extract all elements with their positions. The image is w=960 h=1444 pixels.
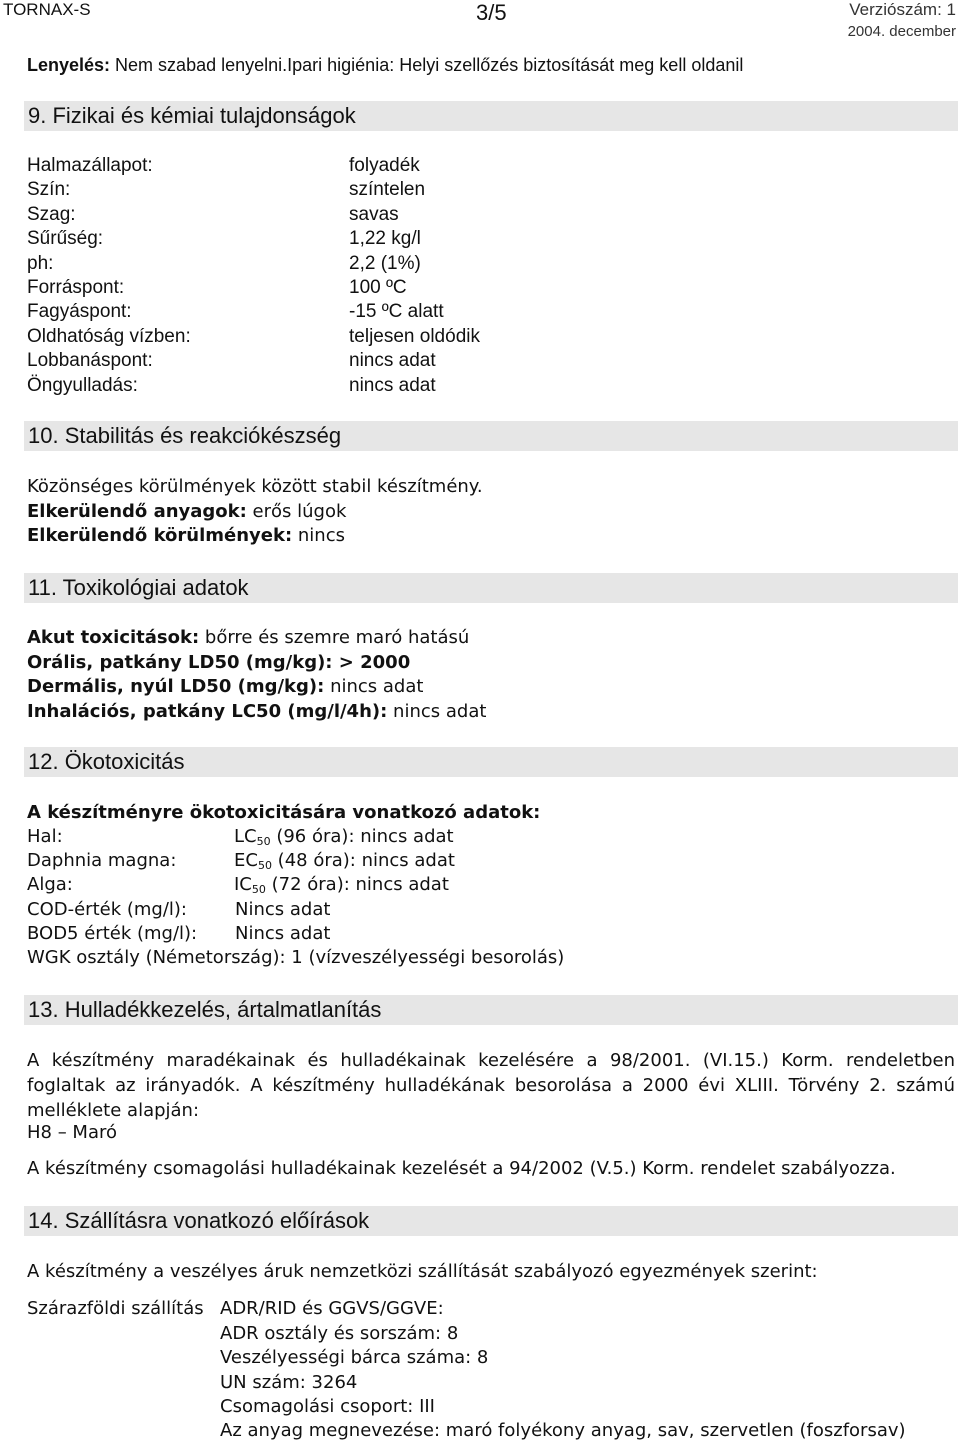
property-name: Szín: bbox=[27, 179, 71, 201]
waste-paragraph: A készítmény maradékainak és hulladékainak kezelésére a 98/2001. (VI.15.) Korm. rendeletben foglaltak az irányadók. A készítmény hulladékának besorolása a 2000 évi XLIII. Törvény 2. számú melléklete alapján: bbox=[27, 1050, 955, 1121]
property-name: Fagyáspont: bbox=[27, 301, 132, 323]
section-9-title: 9. Fizikai és kémiai tulajdonságok bbox=[24, 101, 958, 131]
transport-detail: Veszélyességi bárca száma: 8 bbox=[220, 1347, 489, 1368]
section-14-title: 14. Szállításra vonatkozó előírások bbox=[24, 1206, 958, 1236]
toxicity-label: Inhalációs, patkány LC50 (mg/l/4h): bbox=[27, 700, 388, 722]
toxicity-line bbox=[27, 651, 410, 676]
section-12-title: 12. Ökotoxicitás bbox=[24, 747, 958, 777]
ecotox-heading: A készítményre ökotoxicitására vonatkozó adatok: bbox=[27, 802, 541, 823]
ecotox-result: (72 óra): nincs adat bbox=[265, 874, 449, 896]
ecotox-metric: LC bbox=[234, 826, 257, 847]
property-value: folyadék bbox=[349, 155, 420, 176]
toxicity-line bbox=[27, 700, 486, 725]
toxicity-value: bőrre és szemre maró hatású bbox=[199, 627, 470, 648]
section-11-title: 11. Toxikológiai adatok bbox=[24, 573, 958, 603]
property-name: Oldhatóság vízben: bbox=[27, 325, 191, 347]
avoid-materials-line bbox=[27, 500, 346, 525]
ecotox-result: (48 óra): nincs adat bbox=[271, 850, 455, 872]
avoid-materials-label: Elkerülendő anyagok: bbox=[27, 500, 247, 522]
wgk-line: WGK osztály (Németország): 1 (vízveszélyességi besorolás) bbox=[27, 946, 565, 968]
ecotox-metric: IC bbox=[234, 874, 252, 896]
property-value: teljesen oldódik bbox=[349, 325, 480, 347]
property-value: nincs adat bbox=[349, 350, 436, 372]
cod-value: Nincs adat bbox=[235, 898, 331, 920]
toxicity-line bbox=[27, 675, 423, 700]
ingestion-line bbox=[27, 55, 743, 76]
bod-label: BOD5 érték (mg/l): bbox=[27, 922, 198, 944]
waste-code: H8 – Maró bbox=[27, 1122, 118, 1143]
toxicity-line bbox=[27, 626, 469, 651]
transport-detail: Az anyag megnevezése: maró folyékony anyag, sav, szervetlen (foszforsav) bbox=[220, 1420, 906, 1441]
transport-detail: Csomagolási csoport: III bbox=[220, 1396, 435, 1417]
toxicity-value: nincs adat bbox=[387, 700, 487, 722]
transport-detail: UN szám: 3264 bbox=[220, 1371, 358, 1393]
header-product: TORNAX-S bbox=[3, 0, 91, 19]
avoid-conditions-value: nincs bbox=[292, 525, 345, 546]
property-name: Sűrűség: bbox=[27, 228, 104, 250]
property-value: 1,22 kg/l bbox=[349, 228, 421, 250]
ecotox-metric-subscript: 50 bbox=[251, 883, 266, 897]
ecotox-organism: Alga: bbox=[27, 874, 73, 896]
ecotox-metric-subscript: 50 bbox=[257, 859, 272, 873]
property-name: Szag: bbox=[27, 203, 76, 225]
stability-statement: Közönséges körülmények között stabil készítmény. bbox=[27, 476, 483, 497]
property-name: Forráspont: bbox=[27, 276, 125, 298]
property-value: -15 ºC alatt bbox=[349, 301, 444, 323]
transport-detail: ADR/RID és GGVS/GGVE: bbox=[220, 1298, 444, 1319]
transport-mode: Szárazföldi szállítás bbox=[27, 1298, 204, 1319]
toxicity-label: Orális, patkány LD50 (mg/kg): > 2000 bbox=[27, 651, 411, 673]
toxicity-label: Dermális, nyúl LD50 (mg/kg): bbox=[27, 676, 325, 697]
ecotox-result: (96 óra): nincs adat bbox=[270, 826, 454, 847]
packaging-waste-paragraph: A készítmény csomagolási hulladékainak kezelését a 94/2002 (V.5.) Korm. rendelet szabályozza. bbox=[27, 1158, 896, 1179]
ecotox-organism: Hal: bbox=[27, 826, 63, 847]
property-value: nincs adat bbox=[349, 374, 436, 396]
header-page-number: 3/5 bbox=[476, 0, 507, 25]
property-value: 100 ºC bbox=[349, 276, 407, 298]
avoid-conditions-label: Elkerülendő körülmények: bbox=[27, 525, 293, 546]
section-10-title: 10. Stabilitás és reakciókészség bbox=[24, 421, 958, 451]
ingestion-text: Nem szabad lenyelni.Ipari higiénia: Helyi szellőzés biztosítását meg kell oldanil bbox=[110, 55, 744, 75]
property-name: Lobbanáspont: bbox=[27, 350, 153, 372]
property-value: színtelen bbox=[349, 179, 426, 201]
property-name: Halmazállapot: bbox=[27, 155, 153, 176]
property-name: Öngyulladás: bbox=[27, 374, 138, 396]
ecotox-metric-subscript: 50 bbox=[256, 835, 271, 848]
ecotox-organism: Daphnia magna: bbox=[27, 850, 177, 872]
property-value: 2,2 (1%) bbox=[349, 252, 421, 274]
avoid-materials-value: erős lúgok bbox=[246, 500, 347, 522]
toxicity-label: Akut toxicitások: bbox=[27, 627, 200, 648]
ecotox-metric: EC bbox=[234, 850, 258, 872]
property-name: ph: bbox=[27, 252, 54, 274]
transport-intro: A készítmény a veszélyes áruk nemzetközi szállítását szabályozó egyezmények szerint: bbox=[27, 1261, 818, 1282]
cod-label: COD-érték (mg/l): bbox=[27, 898, 187, 920]
property-value: savas bbox=[349, 203, 399, 225]
toxicity-value: nincs adat bbox=[324, 676, 424, 697]
section-13-title: 13. Hulladékkezelés, ártalmatlanítás bbox=[24, 995, 958, 1025]
bod-value: Nincs adat bbox=[235, 922, 331, 944]
avoid-conditions-line bbox=[27, 524, 345, 549]
transport-detail: ADR osztály és sorszám: 8 bbox=[220, 1322, 459, 1344]
header-version: Verziószám: 1 bbox=[849, 0, 956, 19]
ingestion-label: Lenyelés: bbox=[27, 55, 111, 75]
header-date: 2004. december bbox=[847, 23, 956, 40]
